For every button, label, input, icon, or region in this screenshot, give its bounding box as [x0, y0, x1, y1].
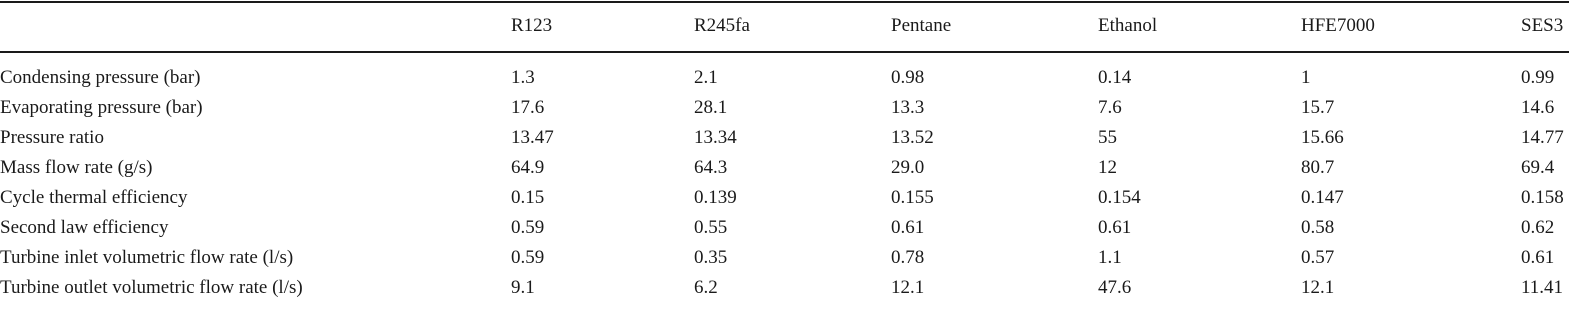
row-label-turbine-outlet-flow: Turbine outlet volumetric flow rate (l/s)	[0, 277, 303, 298]
table-cell: 13.34	[694, 127, 737, 148]
table-cell: 9.1	[511, 277, 535, 298]
table-cell: 0.62	[1521, 217, 1555, 238]
table-cell: 0.14	[1098, 67, 1132, 88]
table-cell: 0.35	[694, 247, 728, 268]
table-cell: 6.2	[694, 277, 718, 298]
table-cell: 2.1	[694, 67, 718, 88]
table-cell: 0.59	[511, 217, 545, 238]
table-cell: 0.147	[1301, 187, 1344, 208]
table-cell: 1.3	[511, 67, 535, 88]
table-cell: 69.4	[1521, 157, 1555, 178]
row-label-evaporating-pressure: Evaporating pressure (bar)	[0, 97, 203, 118]
column-header-ses3: SES3	[1521, 15, 1564, 36]
table-cell: 1.1	[1098, 247, 1122, 268]
table-cell: 80.7	[1301, 157, 1335, 178]
table-cell: 13.3	[891, 97, 925, 118]
table-cell: 17.6	[511, 97, 545, 118]
table-cell: 0.98	[891, 67, 925, 88]
table-cell: 0.139	[694, 187, 737, 208]
table-cell: 14.77	[1521, 127, 1564, 148]
table-cell: 0.61	[1521, 247, 1555, 268]
column-header-ethanol: Ethanol	[1098, 15, 1158, 36]
table-cell: 14.6	[1521, 97, 1555, 118]
table-cell: 15.7	[1301, 97, 1335, 118]
table-cell: 13.47	[511, 127, 554, 148]
table-cell: 1	[1301, 67, 1311, 88]
table-top-rule	[0, 1, 1569, 3]
table-cell: 0.58	[1301, 217, 1335, 238]
table-cell: 0.55	[694, 217, 728, 238]
table-cell: 64.3	[694, 157, 728, 178]
table-cell: 12.1	[1301, 277, 1335, 298]
column-header-r245fa: R245fa	[694, 15, 750, 36]
row-label-condensing-pressure: Condensing pressure (bar)	[0, 67, 201, 88]
row-label-cycle-thermal-efficiency: Cycle thermal efficiency	[0, 187, 188, 208]
table-cell: 0.61	[891, 217, 925, 238]
table-cell: 0.59	[511, 247, 545, 268]
table-cell: 7.6	[1098, 97, 1122, 118]
table-cell: 15.66	[1301, 127, 1344, 148]
table-cell: 0.15	[511, 187, 545, 208]
table-cell: 29.0	[891, 157, 925, 178]
row-label-pressure-ratio: Pressure ratio	[0, 127, 104, 148]
table-cell: 12	[1098, 157, 1117, 178]
column-header-r123: R123	[511, 15, 553, 36]
column-header-hfe7000: HFE7000	[1301, 15, 1375, 36]
table-cell: 12.1	[891, 277, 925, 298]
table-cell: 28.1	[694, 97, 728, 118]
row-label-second-law-efficiency: Second law efficiency	[0, 217, 169, 238]
table-cell: 0.155	[891, 187, 934, 208]
table-cell: 13.52	[891, 127, 934, 148]
table-cell: 47.6	[1098, 277, 1132, 298]
table-header-rule	[0, 51, 1569, 53]
table-cell: 0.158	[1521, 187, 1564, 208]
table-cell: 55	[1098, 127, 1117, 148]
row-label-turbine-inlet-flow: Turbine inlet volumetric flow rate (l/s)	[0, 247, 294, 268]
table-cell: 11.41	[1521, 277, 1564, 298]
table-cell: 0.154	[1098, 187, 1141, 208]
column-header-pentane: Pentane	[891, 15, 952, 36]
table-cell: 0.57	[1301, 247, 1335, 268]
table-cell: 0.99	[1521, 67, 1555, 88]
table-cell: 0.61	[1098, 217, 1132, 238]
row-label-mass-flow-rate: Mass flow rate (g/s)	[0, 157, 153, 178]
table-cell: 0.78	[891, 247, 925, 268]
table-cell: 64.9	[511, 157, 545, 178]
